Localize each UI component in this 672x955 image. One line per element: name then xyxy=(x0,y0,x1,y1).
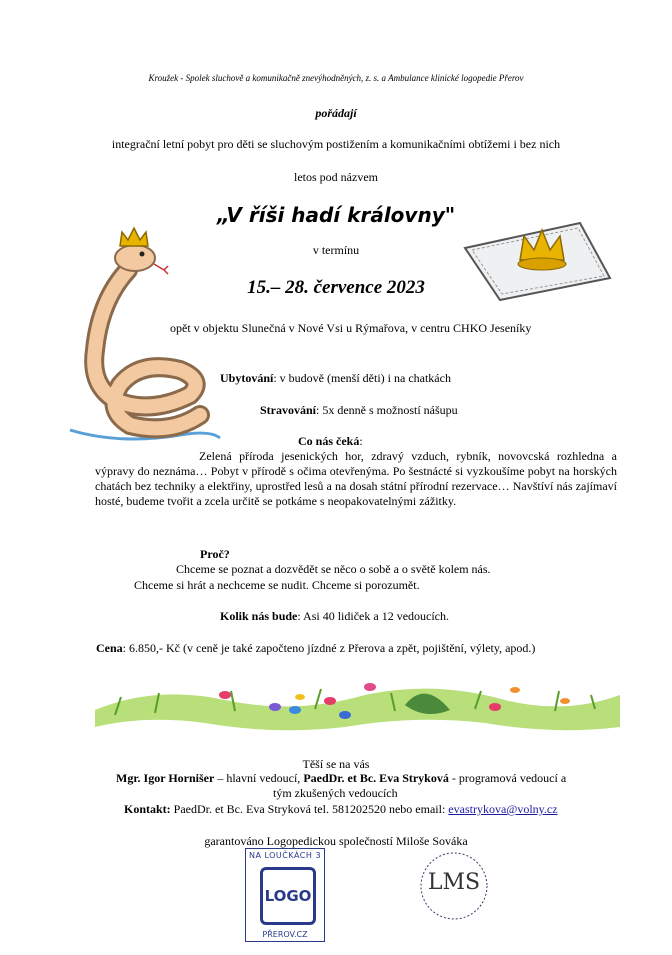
snake-belly xyxy=(94,270,200,428)
ubytovani-text: : v budově (menší děti) i na chatkách xyxy=(273,371,451,385)
flower-pink-icon xyxy=(324,697,336,705)
flower-blue-2-icon xyxy=(339,711,351,719)
proc-line-2: Chceme si hrát a nechceme se nudit. Chceme si porozumět. xyxy=(134,578,420,592)
ubytovani-label: Ubytování xyxy=(220,371,274,385)
snake-crown-icon xyxy=(120,228,148,246)
snake-illustration xyxy=(60,210,225,455)
contact-label: Kontakt: xyxy=(124,802,171,816)
flower-yellow-icon xyxy=(295,694,305,700)
lms-logo-text: LMS xyxy=(427,870,481,895)
logo-bottom-text: PŘEROV.CZ xyxy=(262,930,308,939)
leader-2-role: - programová vedoucí a xyxy=(448,771,567,785)
logo-mark: LOGO xyxy=(260,867,316,925)
lms-logo xyxy=(400,850,508,922)
crown-cushion-illustration xyxy=(460,218,615,303)
location-text: opět v objektu Slunečná v Nové Vsi u Rýmařova, v centru CHKO Jeseníky xyxy=(170,321,532,335)
team-text: tým zkušených vedoucích xyxy=(273,786,398,800)
kolik-text: : Asi 40 lidiček a 12 vedoucích. xyxy=(297,609,450,623)
flower-orange-2-icon xyxy=(560,698,570,704)
poradaji-text: pořádají xyxy=(315,106,357,120)
flower-blue-icon xyxy=(289,706,301,714)
grass-flowers-illustration xyxy=(95,665,620,735)
proc-line-1: Chceme se poznat a dozvědět se něco o sobě a o světě kolem nás. xyxy=(176,562,491,576)
letos-text: letos pod názvem xyxy=(294,170,378,184)
flower-purple-icon xyxy=(269,703,281,711)
stravovani-label: Stravování xyxy=(260,403,317,417)
co-nas-ceka-paragraph: Zelená příroda jesenických hor, zdravý vzduch, rybník, novovcská rozhledna a výpravy do neznáma… Pobyt v přírodě s očima otevřenýma. Po šestnácté si vyzkoušíme pobyt na horských chatách bez techniky a elektřiny, uprostřed lesů a na dosah státní přírodní rezervace… Navštíví nás zajímaví hosté, budeme tvořit a zcela určitě se potkáme s neopakovatelnými zážitky. xyxy=(95,449,617,508)
flower-magenta-icon xyxy=(364,683,376,691)
crown-base xyxy=(518,258,566,270)
flower-red-2-icon xyxy=(489,703,501,711)
flower-orange-icon xyxy=(510,687,520,693)
snake-eye xyxy=(140,252,145,257)
kolik-line xyxy=(220,609,449,624)
proc-label: Proč? xyxy=(200,547,230,561)
ubytovani-line xyxy=(220,371,451,386)
stravovani-text: : 5x denně s možností nášupu xyxy=(316,403,458,417)
leader-1-name: Mgr. Igor Hornišer xyxy=(116,771,215,785)
snake-tongue xyxy=(154,264,168,274)
camp-title: „V říši hadí královny" xyxy=(216,203,456,227)
leader-1-role: – hlavní vedoucí, xyxy=(214,771,304,785)
snake-head xyxy=(115,245,155,271)
cena-line xyxy=(96,641,535,656)
v-terminu-text: v termínu xyxy=(312,243,360,257)
email-link[interactable]: evastrykova@volny.cz xyxy=(448,802,558,816)
flower-red-icon xyxy=(219,691,231,699)
intro-text: integrační letní pobyt pro děti se sluchovým postižením a komunikačními obtížemi i bez nich xyxy=(111,137,561,151)
leaders-line xyxy=(116,771,616,786)
na-louckach-logo xyxy=(245,848,325,942)
contact-text: PaedDr. et Bc. Eva Stryková tel. 581202520 nebo email: xyxy=(170,802,449,816)
guarantee-text: garantováno Logopedickou společností Miloše Sováka xyxy=(204,834,468,848)
co-nas-ceka-heading: Co nás čeká: xyxy=(298,434,363,448)
co-nas-ceka-label: Co nás čeká xyxy=(298,434,360,448)
organizer-header: Kroužek - Spolek sluchově a komunikačně znevýhodněných, z. s. a Ambulance klinické logopedie Přerov xyxy=(148,73,524,83)
grass-patch xyxy=(95,689,620,731)
stravovani-line xyxy=(260,403,458,418)
kolik-label: Kolik nás bude xyxy=(220,609,298,623)
tesi-se-text: Těší se na vás xyxy=(302,757,370,771)
logo-top-text: NA LOUČKÁCH 3 xyxy=(248,851,322,860)
cena-text: : 6.850,- Kč (v ceně je také započteno jízdné z Přerova a zpět, pojištění, výlety, apod.) xyxy=(122,641,536,655)
camp-date: 15.– 28. července 2023 xyxy=(247,277,425,298)
contact-line xyxy=(124,802,558,817)
cena-label: Cena xyxy=(96,641,123,655)
leader-2-name: PaedDr. et Bc. Eva Stryková xyxy=(303,771,449,785)
